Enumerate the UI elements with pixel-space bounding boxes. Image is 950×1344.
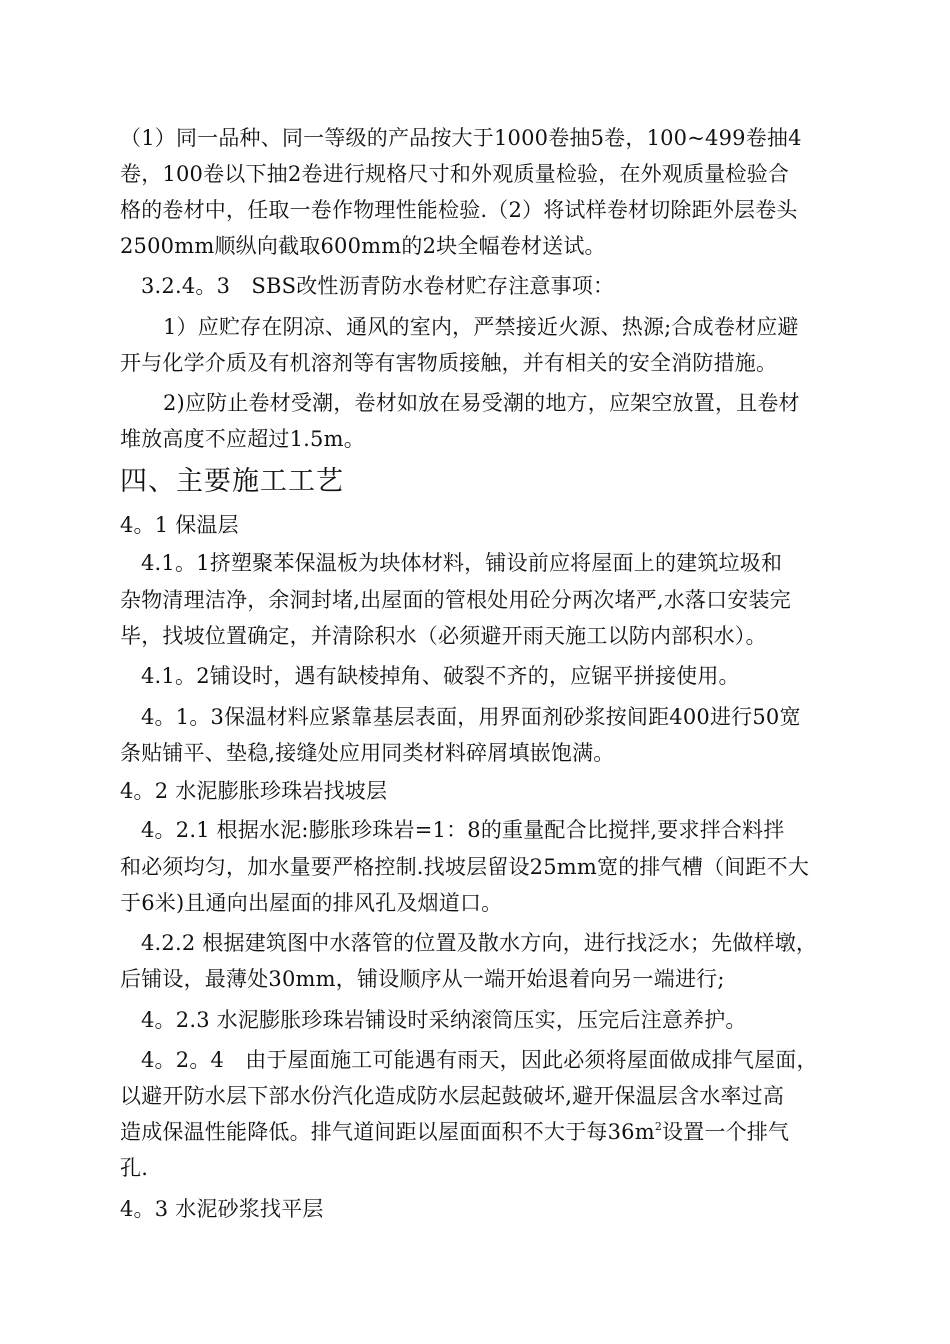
section-subheading: 3.2.4。3 SBS改性沥青防水卷材贮存注意事项： xyxy=(141,274,615,298)
paragraph-line: 1）应贮存在阴凉、通风的室内，严禁接近火源、热源;合成卷材应避 xyxy=(163,315,799,339)
superscript: 2 xyxy=(654,1120,663,1133)
line-text: 造成保温性能降低。排气道间距以屋面面积不大于每36m xyxy=(120,1120,655,1144)
section-heading: 4。1 保温层 xyxy=(120,513,239,537)
chapter-heading: 四、主要施工工艺 xyxy=(120,466,344,497)
paragraph-line: 毕，找坡位置确定，并清除积水（必须避开雨天施工以防内部积水）。 xyxy=(120,624,767,648)
section-heading: 4。2 水泥膨胀珍珠岩找坡层 xyxy=(120,779,388,803)
paragraph-line: 于6米)且通向出屋面的排风孔及烟道口。 xyxy=(120,891,503,915)
paragraph-line: 杂物清理洁净，余洞封堵,出屋面的管根处用砼分两次堵严,水落口安装完 xyxy=(120,588,791,612)
paragraph-line: 后铺设，最薄处30mm，铺设顺序从一端开始退着向另一端进行; xyxy=(120,967,725,991)
paragraph-line: 堆放高度不应超过1.5m。 xyxy=(120,427,365,451)
paragraph-line: 4。2.3 水泥膨胀珍珠岩铺设时采纳滚筒压实，压完后注意养护。 xyxy=(141,1008,747,1032)
paragraph-line: 2500mm顺纵向截取600mm的2块全幅卷材送试。 xyxy=(120,234,606,258)
paragraph-line: 卷，100卷以下抽2卷进行规格尺寸和外观质量检验，在外观质量检验合 xyxy=(120,162,790,186)
paragraph-line: （1）同一品种、同一等级的产品按大于1000卷抽5卷，100~499卷抽4 xyxy=(120,126,802,150)
paragraph-line: 条贴铺平、垫稳,接缝处应用同类材料碎屑填嵌饱满。 xyxy=(120,741,615,765)
paragraph-line: 和必须均匀，加水量要严格控制.找坡层留设25mm宽的排气槽（间距不大 xyxy=(120,855,810,879)
line-text: 设置一个排气 xyxy=(662,1120,790,1144)
paragraph-line: 以避开防水层下部水份汽化造成防水层起鼓破坏,避开保温层含水率过高 xyxy=(120,1084,785,1108)
paragraph-line: 4.1。1挤塑聚苯保温板为块体材料，铺设前应将屋面上的建筑垃圾和 xyxy=(141,551,783,575)
paragraph-line: 开与化学介质及有机溶剂等有害物质接触，并有相关的安全消防措施。 xyxy=(120,351,778,375)
paragraph-line: 格的卷材中，任取一卷作物理性能检验.（2）将试样卷材切除距外层卷头 xyxy=(120,198,798,222)
paragraph-line: 2)应防止卷材受潮，卷材如放在易受潮的地方，应架空放置，且卷材 xyxy=(163,391,800,415)
paragraph-line: 4。1。3保温材料应紧靠基层表面，用界面剂砂浆按间距400进行50宽 xyxy=(141,705,801,729)
paragraph-line xyxy=(120,1117,789,1147)
paragraph-line: 4.1。2铺设时，遇有缺棱掉角、破裂不齐的，应锯平拼接使用。 xyxy=(141,664,740,688)
paragraph-line: 孔. xyxy=(120,1156,149,1180)
paragraph-line: 4。2。4 由于屋面施工可能遇有雨天，因此必须将屋面做成排气屋面， xyxy=(141,1048,818,1072)
paragraph-line: 4.2.2 根据建筑图中水落管的位置及散水方向，进行找泛水；先做样墩， xyxy=(141,931,818,955)
paragraph-line: 4。2.1 根据水泥:膨胀珍珠岩=1：8的重量配合比搅拌,要求拌合料拌 xyxy=(141,818,785,842)
section-heading: 4。3 水泥砂浆找平层 xyxy=(120,1197,324,1221)
